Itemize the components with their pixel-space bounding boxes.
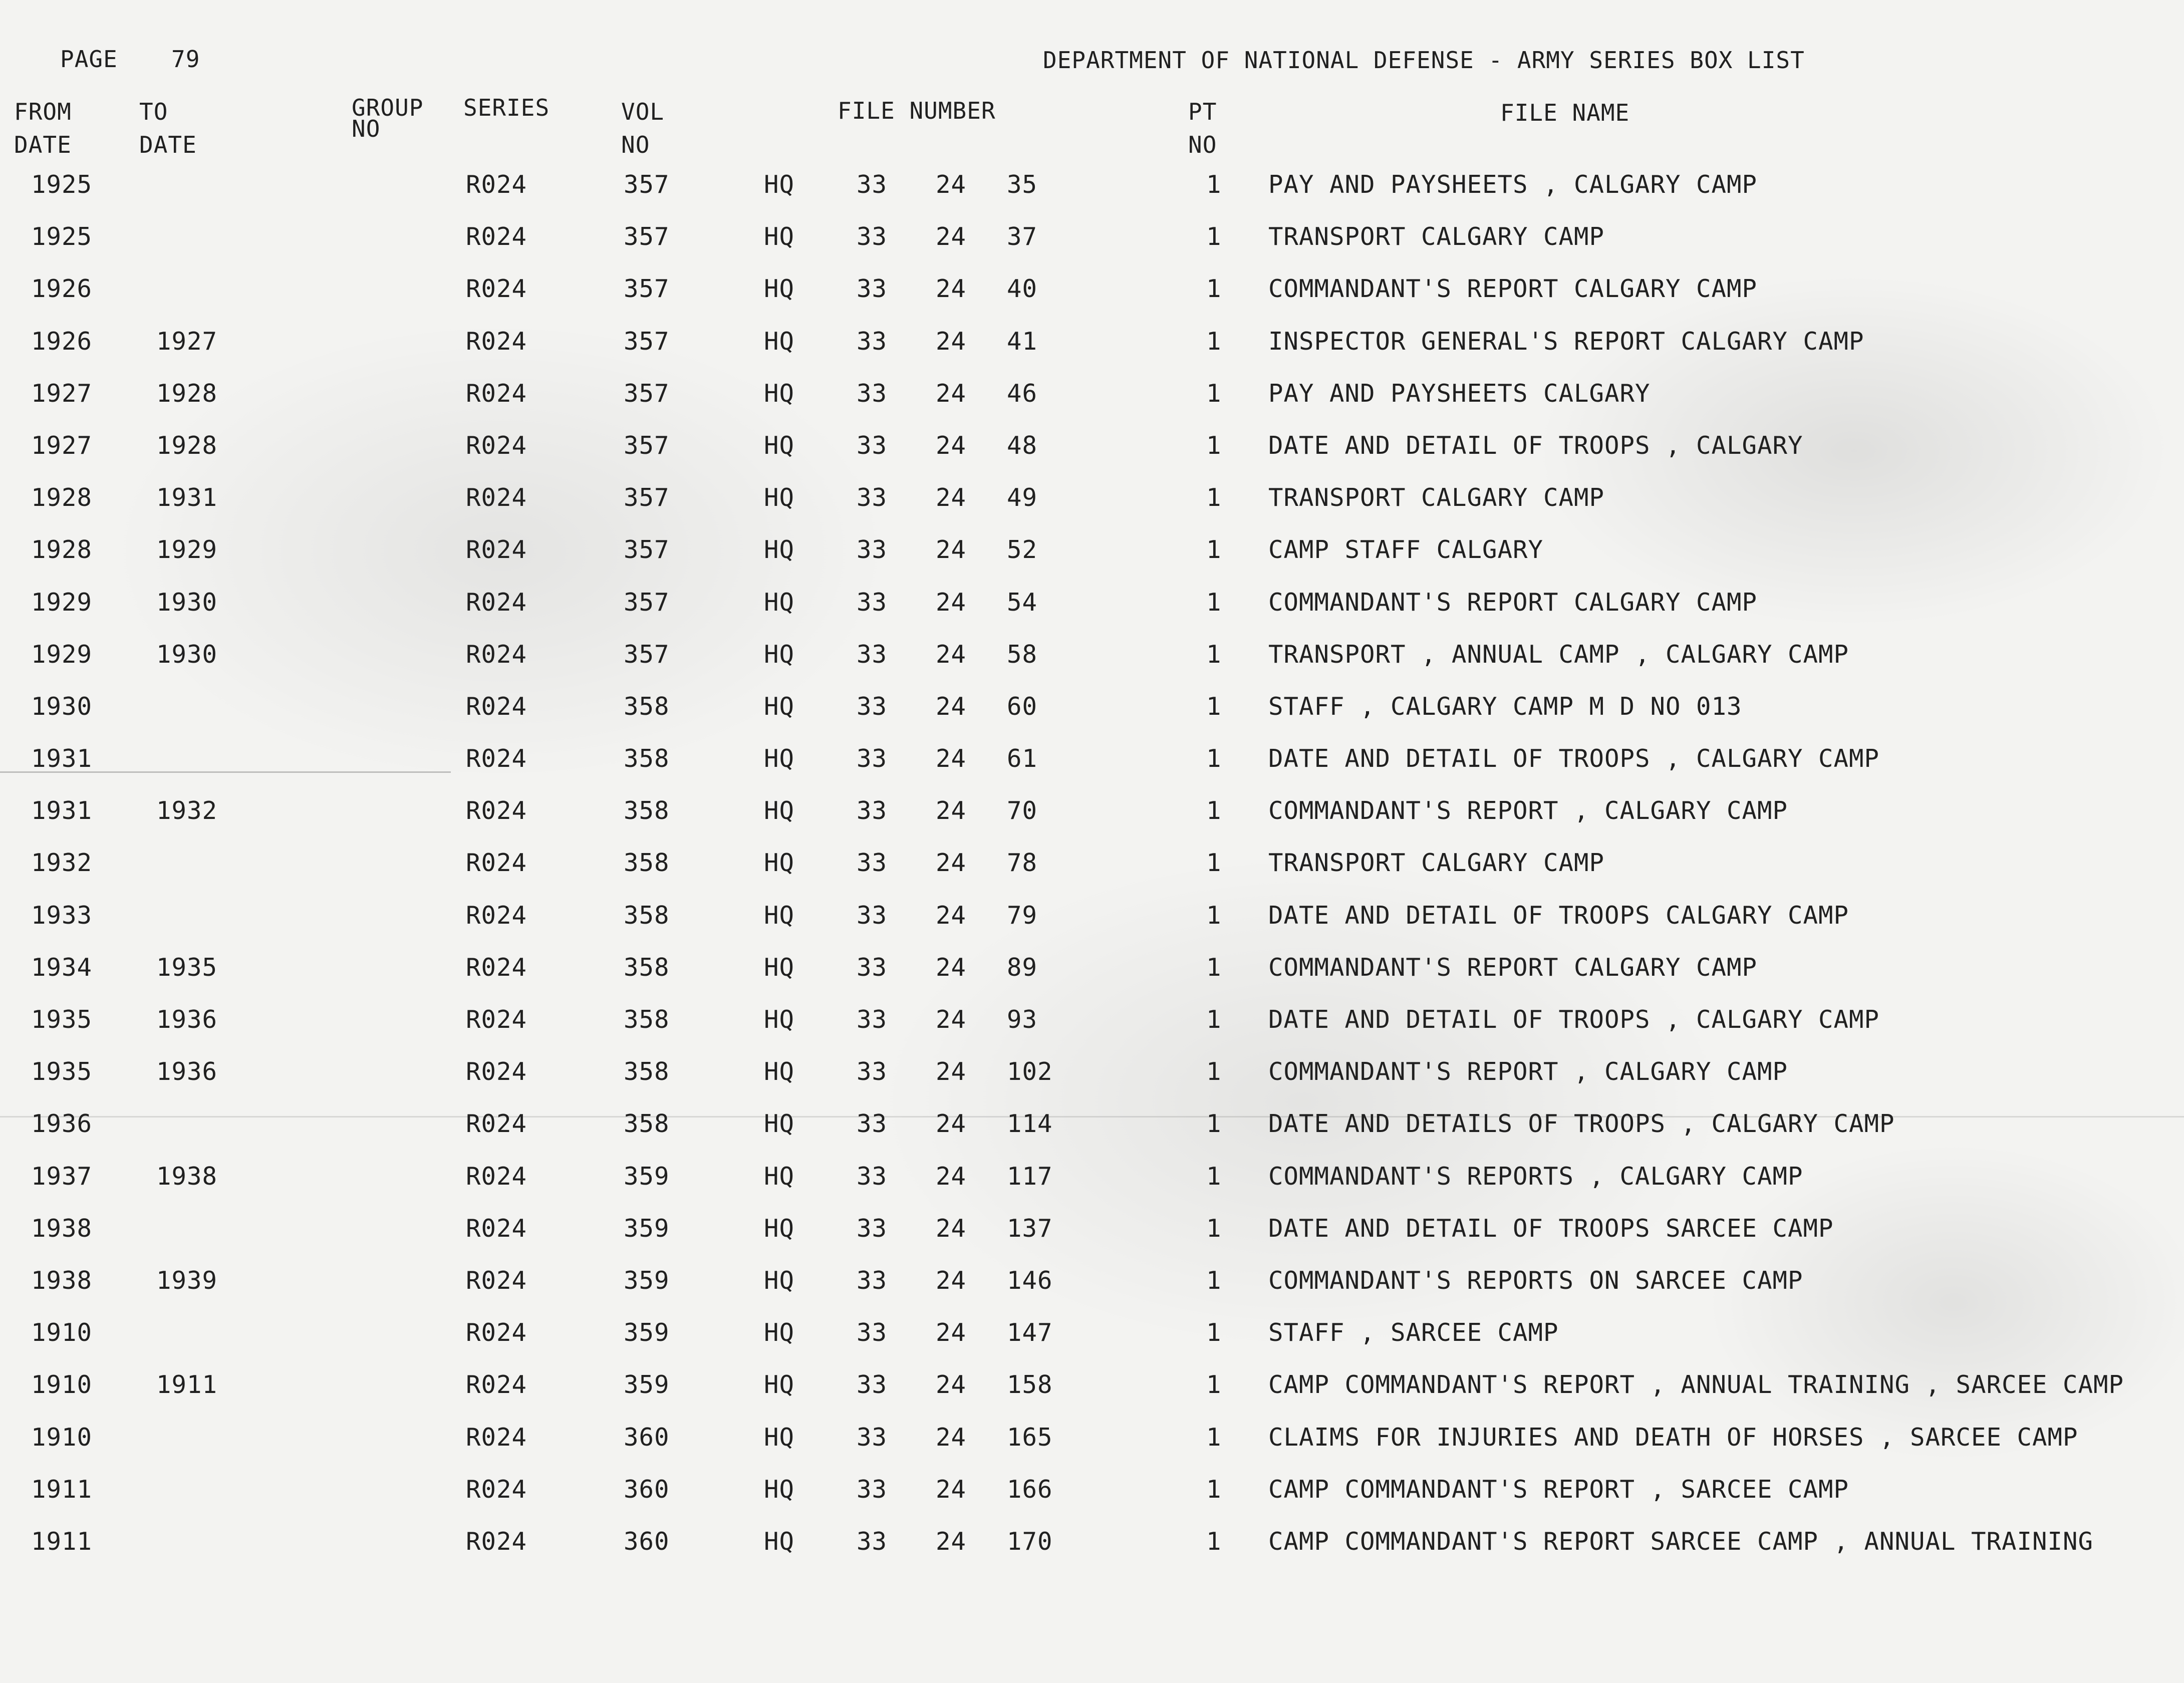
- series-cell: R024: [466, 1057, 527, 1086]
- series-cell: R024: [466, 483, 527, 512]
- from-date-cell: 1931: [31, 744, 93, 773]
- file-prefix-cell: HQ: [764, 1266, 795, 1295]
- file-number-part1-cell: 33: [857, 1266, 888, 1295]
- file-number-part3-cell: 70: [1007, 796, 1038, 825]
- vol-no-cell: 357: [624, 483, 670, 512]
- file-name-cell: PAY AND PAYSHEETS , CALGARY CAMP: [1268, 170, 1758, 199]
- file-prefix-cell: HQ: [764, 274, 795, 304]
- file-number-part3-cell: 58: [1007, 640, 1038, 669]
- file-number-part1-cell: 33: [857, 1109, 888, 1139]
- file-prefix-cell: HQ: [764, 1475, 795, 1504]
- vol-no-cell: 358: [624, 1005, 670, 1034]
- to-date-cell: 1930: [156, 588, 218, 617]
- series-cell: R024: [466, 796, 527, 825]
- pt-no-cell: 1: [1206, 1005, 1222, 1034]
- table-row: [0, 1216, 2184, 1268]
- vol-no-cell: 357: [624, 170, 670, 199]
- file-prefix-cell: HQ: [764, 170, 795, 199]
- table-row: [0, 903, 2184, 955]
- file-number-part3-cell: 78: [1007, 849, 1038, 878]
- vol-no-cell: 360: [624, 1527, 670, 1556]
- series-cell: R024: [466, 953, 527, 982]
- column-header-to-date: TO DATE: [139, 98, 197, 158]
- file-number-part2-cell: 24: [936, 1057, 967, 1086]
- series-cell: R024: [466, 327, 527, 356]
- file-number-part1-cell: 33: [857, 1318, 888, 1347]
- file-number-part1-cell: 33: [857, 1162, 888, 1191]
- pt-no-cell: 1: [1206, 327, 1222, 356]
- vol-no-cell: 358: [624, 1057, 670, 1086]
- table-row: [0, 1111, 2184, 1164]
- file-name-cell: CAMP COMMANDANT'S REPORT SARCEE CAMP , ANNUAL TRAINING: [1268, 1527, 2094, 1556]
- file-prefix-cell: HQ: [764, 692, 795, 721]
- file-number-part3-cell: 79: [1007, 901, 1038, 930]
- from-date-cell: 1937: [31, 1162, 93, 1191]
- table-row: [0, 642, 2184, 694]
- table-row: [0, 694, 2184, 746]
- table-row: [0, 590, 2184, 642]
- file-number-part1-cell: 33: [857, 1475, 888, 1504]
- vol-no-cell: 359: [624, 1318, 670, 1347]
- page-label: PAGE: [60, 46, 118, 73]
- file-prefix-cell: HQ: [764, 483, 795, 512]
- file-name-cell: COMMANDANT'S REPORTS , CALGARY CAMP: [1268, 1162, 1803, 1191]
- series-cell: R024: [466, 1005, 527, 1034]
- from-date-cell: 1935: [31, 1057, 93, 1086]
- to-date-cell: 1936: [156, 1057, 218, 1086]
- pt-no-cell: 1: [1206, 744, 1222, 773]
- file-number-part2-cell: 24: [936, 640, 967, 669]
- file-prefix-cell: HQ: [764, 1370, 795, 1399]
- file-name-cell: INSPECTOR GENERAL'S REPORT CALGARY CAMP: [1268, 327, 1864, 356]
- column-header-group-no: GROUP NO: [352, 94, 424, 142]
- file-name-cell: DATE AND DETAIL OF TROOPS CALGARY CAMP: [1268, 901, 1849, 930]
- series-cell: R024: [466, 1423, 527, 1452]
- file-prefix-cell: HQ: [764, 535, 795, 565]
- series-cell: R024: [466, 588, 527, 617]
- pt-no-cell: 1: [1206, 431, 1222, 460]
- pt-no-cell: 1: [1206, 588, 1222, 617]
- file-number-part2-cell: 24: [936, 1266, 967, 1295]
- to-date-cell: 1932: [156, 796, 218, 825]
- vol-no-cell: 359: [624, 1162, 670, 1191]
- file-number-part1-cell: 33: [857, 1057, 888, 1086]
- table-row: [0, 224, 2184, 276]
- file-number-part3-cell: 35: [1007, 170, 1038, 199]
- file-number-part1-cell: 33: [857, 744, 888, 773]
- file-number-part1-cell: 33: [857, 588, 888, 617]
- file-name-cell: DATE AND DETAIL OF TROOPS , CALGARY CAMP: [1268, 1005, 1880, 1034]
- column-header-series: SERIES: [463, 94, 550, 121]
- file-prefix-cell: HQ: [764, 1057, 795, 1086]
- series-cell: R024: [466, 222, 527, 251]
- table-row: [0, 329, 2184, 381]
- pt-no-cell: 1: [1206, 1109, 1222, 1139]
- file-name-cell: STAFF , CALGARY CAMP M D NO 013: [1268, 692, 1742, 721]
- file-number-part3-cell: 102: [1007, 1057, 1053, 1086]
- pt-no-cell: 1: [1206, 379, 1222, 408]
- file-prefix-cell: HQ: [764, 640, 795, 669]
- file-number-part3-cell: 49: [1007, 483, 1038, 512]
- file-prefix-cell: HQ: [764, 901, 795, 930]
- pt-no-cell: 1: [1206, 483, 1222, 512]
- from-date-cell: 1929: [31, 588, 93, 617]
- table-row: [0, 381, 2184, 433]
- series-cell: R024: [466, 640, 527, 669]
- pt-no-cell: 1: [1206, 849, 1222, 878]
- file-number-part1-cell: 33: [857, 379, 888, 408]
- series-cell: R024: [466, 849, 527, 878]
- from-date-cell: 1938: [31, 1214, 93, 1243]
- pt-no-cell: 1: [1206, 1318, 1222, 1347]
- file-number-part2-cell: 24: [936, 170, 967, 199]
- file-number-part2-cell: 24: [936, 327, 967, 356]
- file-number-part1-cell: 33: [857, 849, 888, 878]
- file-prefix-cell: HQ: [764, 431, 795, 460]
- table-row: [0, 1059, 2184, 1111]
- document-title: DEPARTMENT OF NATIONAL DEFENSE - ARMY SERIES BOX LIST: [1043, 47, 1805, 74]
- pt-no-cell: 1: [1206, 535, 1222, 565]
- table-row: [0, 798, 2184, 851]
- vol-no-cell: 357: [624, 222, 670, 251]
- file-number-part1-cell: 33: [857, 327, 888, 356]
- file-prefix-cell: HQ: [764, 1318, 795, 1347]
- series-cell: R024: [466, 170, 527, 199]
- from-date-cell: 1925: [31, 222, 93, 251]
- file-number-part3-cell: 117: [1007, 1162, 1053, 1191]
- table-row: [0, 1164, 2184, 1216]
- file-prefix-cell: HQ: [764, 953, 795, 982]
- column-header-vol-no: VOL NO: [621, 98, 665, 158]
- file-prefix-cell: HQ: [764, 796, 795, 825]
- file-number-part2-cell: 24: [936, 1005, 967, 1034]
- vol-no-cell: 358: [624, 1109, 670, 1139]
- from-date-cell: 1928: [31, 483, 93, 512]
- from-date-cell: 1926: [31, 274, 93, 304]
- vol-no-cell: 358: [624, 849, 670, 878]
- file-prefix-cell: HQ: [764, 1005, 795, 1034]
- column-header-pt-no: PT NO: [1188, 98, 1217, 158]
- file-number-part2-cell: 24: [936, 379, 967, 408]
- from-date-cell: 1931: [31, 796, 93, 825]
- pt-no-cell: 1: [1206, 901, 1222, 930]
- file-number-part2-cell: 24: [936, 535, 967, 565]
- pt-no-cell: 1: [1206, 640, 1222, 669]
- file-name-cell: COMMANDANT'S REPORT CALGARY CAMP: [1268, 274, 1758, 304]
- pt-no-cell: 1: [1206, 1527, 1222, 1556]
- vol-no-cell: 357: [624, 327, 670, 356]
- file-number-part3-cell: 165: [1007, 1423, 1053, 1452]
- file-number-part1-cell: 33: [857, 170, 888, 199]
- table-row: [0, 746, 2184, 798]
- file-number-part1-cell: 33: [857, 431, 888, 460]
- to-date-cell: 1931: [156, 483, 218, 512]
- from-date-cell: 1910: [31, 1423, 93, 1452]
- file-prefix-cell: HQ: [764, 1162, 795, 1191]
- file-number-part2-cell: 24: [936, 1162, 967, 1191]
- to-date-cell: 1935: [156, 953, 218, 982]
- file-number-part3-cell: 89: [1007, 953, 1038, 982]
- file-number-part1-cell: 33: [857, 692, 888, 721]
- series-cell: R024: [466, 274, 527, 304]
- file-prefix-cell: HQ: [764, 379, 795, 408]
- file-name-cell: CAMP COMMANDANT'S REPORT , ANNUAL TRAINING , SARCEE CAMP: [1268, 1370, 2124, 1399]
- file-number-part3-cell: 54: [1007, 588, 1038, 617]
- from-date-cell: 1927: [31, 431, 93, 460]
- file-number-part2-cell: 24: [936, 692, 967, 721]
- pt-no-cell: 1: [1206, 1423, 1222, 1452]
- table-row: [0, 1320, 2184, 1372]
- file-number-part2-cell: 24: [936, 431, 967, 460]
- from-date-cell: 1935: [31, 1005, 93, 1034]
- file-number-part2-cell: 24: [936, 1423, 967, 1452]
- table-row: [0, 1477, 2184, 1529]
- pt-no-cell: 1: [1206, 1057, 1222, 1086]
- from-date-cell: 1911: [31, 1475, 93, 1504]
- pt-no-cell: 1: [1206, 1266, 1222, 1295]
- vol-no-cell: 357: [624, 379, 670, 408]
- from-date-cell: 1933: [31, 901, 93, 930]
- file-number-part1-cell: 33: [857, 1527, 888, 1556]
- file-number-part3-cell: 41: [1007, 327, 1038, 356]
- file-number-part2-cell: 24: [936, 1214, 967, 1243]
- file-number-part2-cell: 24: [936, 1475, 967, 1504]
- table-row: [0, 1007, 2184, 1059]
- file-number-part3-cell: 166: [1007, 1475, 1053, 1504]
- file-number-part2-cell: 24: [936, 483, 967, 512]
- file-number-part3-cell: 158: [1007, 1370, 1053, 1399]
- vol-no-cell: 357: [624, 535, 670, 565]
- file-number-part3-cell: 52: [1007, 535, 1038, 565]
- file-name-cell: COMMANDANT'S REPORT CALGARY CAMP: [1268, 588, 1758, 617]
- from-date-cell: 1938: [31, 1266, 93, 1295]
- file-number-part3-cell: 40: [1007, 274, 1038, 304]
- file-number-part2-cell: 24: [936, 901, 967, 930]
- from-date-cell: 1934: [31, 953, 93, 982]
- file-number-part1-cell: 33: [857, 901, 888, 930]
- to-date-cell: 1936: [156, 1005, 218, 1034]
- vol-no-cell: 357: [624, 588, 670, 617]
- vol-no-cell: 360: [624, 1423, 670, 1452]
- vol-no-cell: 358: [624, 692, 670, 721]
- series-cell: R024: [466, 901, 527, 930]
- file-number-part3-cell: 46: [1007, 379, 1038, 408]
- file-number-part1-cell: 33: [857, 535, 888, 565]
- page-number: 79: [171, 46, 200, 73]
- to-date-cell: 1928: [156, 379, 218, 408]
- pt-no-cell: 1: [1206, 1370, 1222, 1399]
- from-date-cell: 1926: [31, 327, 93, 356]
- column-header-from-date: FROM DATE: [14, 98, 72, 158]
- column-header-file-name: FILE NAME: [1500, 99, 1630, 126]
- file-number-part3-cell: 60: [1007, 692, 1038, 721]
- from-date-cell: 1911: [31, 1527, 93, 1556]
- file-prefix-cell: HQ: [764, 1214, 795, 1243]
- file-prefix-cell: HQ: [764, 744, 795, 773]
- file-number-part3-cell: 147: [1007, 1318, 1053, 1347]
- table-row: [0, 1372, 2184, 1425]
- file-number-part3-cell: 114: [1007, 1109, 1053, 1139]
- file-name-cell: DATE AND DETAILS OF TROOPS , CALGARY CAMP: [1268, 1109, 1895, 1139]
- pt-no-cell: 1: [1206, 274, 1222, 304]
- pt-no-cell: 1: [1206, 796, 1222, 825]
- file-number-part2-cell: 24: [936, 849, 967, 878]
- vol-no-cell: 358: [624, 901, 670, 930]
- from-date-cell: 1928: [31, 535, 93, 565]
- file-name-cell: TRANSPORT CALGARY CAMP: [1268, 483, 1605, 512]
- series-cell: R024: [466, 692, 527, 721]
- file-number-part1-cell: 33: [857, 1370, 888, 1399]
- from-date-cell: 1910: [31, 1370, 93, 1399]
- file-number-part2-cell: 24: [936, 1318, 967, 1347]
- from-date-cell: 1927: [31, 379, 93, 408]
- vol-no-cell: 357: [624, 431, 670, 460]
- to-date-cell: 1928: [156, 431, 218, 460]
- table-row: [0, 1425, 2184, 1477]
- table-row: [0, 1268, 2184, 1320]
- table-row: [0, 485, 2184, 537]
- series-cell: R024: [466, 1266, 527, 1295]
- from-date-cell: 1910: [31, 1318, 93, 1347]
- file-number-part3-cell: 137: [1007, 1214, 1053, 1243]
- file-number-part2-cell: 24: [936, 274, 967, 304]
- file-number-part1-cell: 33: [857, 1005, 888, 1034]
- to-date-cell: 1927: [156, 327, 218, 356]
- file-number-part1-cell: 33: [857, 222, 888, 251]
- pt-no-cell: 1: [1206, 1214, 1222, 1243]
- file-name-cell: CAMP COMMANDANT'S REPORT , SARCEE CAMP: [1268, 1475, 1849, 1504]
- vol-no-cell: 358: [624, 744, 670, 773]
- series-cell: R024: [466, 379, 527, 408]
- to-date-cell: 1929: [156, 535, 218, 565]
- pt-no-cell: 1: [1206, 222, 1222, 251]
- file-number-part1-cell: 33: [857, 796, 888, 825]
- vol-no-cell: 357: [624, 274, 670, 304]
- file-name-cell: COMMANDANT'S REPORT , CALGARY CAMP: [1268, 1057, 1788, 1086]
- pt-no-cell: 1: [1206, 1475, 1222, 1504]
- file-name-cell: COMMANDANT'S REPORT CALGARY CAMP: [1268, 953, 1758, 982]
- box-list-table: [0, 172, 2184, 1581]
- file-number-part1-cell: 33: [857, 274, 888, 304]
- file-number-part2-cell: 24: [936, 1370, 967, 1399]
- file-number-part1-cell: 33: [857, 1423, 888, 1452]
- series-cell: R024: [466, 744, 527, 773]
- pt-no-cell: 1: [1206, 170, 1222, 199]
- series-cell: R024: [466, 535, 527, 565]
- table-row: [0, 172, 2184, 224]
- from-date-cell: 1936: [31, 1109, 93, 1139]
- series-cell: R024: [466, 1370, 527, 1399]
- file-number-part2-cell: 24: [936, 1109, 967, 1139]
- vol-no-cell: 358: [624, 953, 670, 982]
- file-number-part3-cell: 93: [1007, 1005, 1038, 1034]
- file-name-cell: TRANSPORT , ANNUAL CAMP , CALGARY CAMP: [1268, 640, 1849, 669]
- column-header-file-number: FILE NUMBER: [838, 97, 996, 124]
- file-name-cell: CAMP STAFF CALGARY: [1268, 535, 1544, 565]
- file-prefix-cell: HQ: [764, 327, 795, 356]
- file-number-part3-cell: 61: [1007, 744, 1038, 773]
- file-number-part1-cell: 33: [857, 1214, 888, 1243]
- file-number-part1-cell: 33: [857, 953, 888, 982]
- file-number-part3-cell: 146: [1007, 1266, 1053, 1295]
- to-date-cell: 1938: [156, 1162, 218, 1191]
- file-number-part2-cell: 24: [936, 796, 967, 825]
- vol-no-cell: 359: [624, 1214, 670, 1243]
- from-date-cell: 1929: [31, 640, 93, 669]
- vol-no-cell: 359: [624, 1370, 670, 1399]
- file-number-part2-cell: 24: [936, 953, 967, 982]
- file-number-part3-cell: 48: [1007, 431, 1038, 460]
- file-name-cell: PAY AND PAYSHEETS CALGARY: [1268, 379, 1651, 408]
- series-cell: R024: [466, 1162, 527, 1191]
- series-cell: R024: [466, 1318, 527, 1347]
- vol-no-cell: 360: [624, 1475, 670, 1504]
- file-name-cell: TRANSPORT CALGARY CAMP: [1268, 849, 1605, 878]
- file-number-part1-cell: 33: [857, 483, 888, 512]
- series-cell: R024: [466, 1475, 527, 1504]
- file-name-cell: TRANSPORT CALGARY CAMP: [1268, 222, 1605, 251]
- series-cell: R024: [466, 431, 527, 460]
- file-prefix-cell: HQ: [764, 1423, 795, 1452]
- table-row: [0, 537, 2184, 590]
- table-row: [0, 955, 2184, 1007]
- to-date-cell: 1930: [156, 640, 218, 669]
- file-prefix-cell: HQ: [764, 849, 795, 878]
- file-number-part2-cell: 24: [936, 588, 967, 617]
- file-name-cell: COMMANDANT'S REPORTS ON SARCEE CAMP: [1268, 1266, 1803, 1295]
- file-number-part3-cell: 37: [1007, 222, 1038, 251]
- to-date-cell: 1911: [156, 1370, 218, 1399]
- table-row: [0, 851, 2184, 903]
- vol-no-cell: 358: [624, 796, 670, 825]
- file-number-part2-cell: 24: [936, 744, 967, 773]
- pt-no-cell: 1: [1206, 692, 1222, 721]
- file-number-part1-cell: 33: [857, 640, 888, 669]
- pt-no-cell: 1: [1206, 1162, 1222, 1191]
- table-row: [0, 276, 2184, 329]
- file-prefix-cell: HQ: [764, 1527, 795, 1556]
- file-prefix-cell: HQ: [764, 1109, 795, 1139]
- file-name-cell: DATE AND DETAIL OF TROOPS , CALGARY: [1268, 431, 1803, 460]
- pt-no-cell: 1: [1206, 953, 1222, 982]
- from-date-cell: 1932: [31, 849, 93, 878]
- file-name-cell: COMMANDANT'S REPORT , CALGARY CAMP: [1268, 796, 1788, 825]
- file-name-cell: DATE AND DETAIL OF TROOPS SARCEE CAMP: [1268, 1214, 1834, 1243]
- file-prefix-cell: HQ: [764, 222, 795, 251]
- file-name-cell: DATE AND DETAIL OF TROOPS , CALGARY CAMP: [1268, 744, 1880, 773]
- from-date-cell: 1925: [31, 170, 93, 199]
- series-cell: R024: [466, 1109, 527, 1139]
- series-cell: R024: [466, 1214, 527, 1243]
- to-date-cell: 1939: [156, 1266, 218, 1295]
- file-prefix-cell: HQ: [764, 588, 795, 617]
- table-row: [0, 1529, 2184, 1581]
- vol-no-cell: 359: [624, 1266, 670, 1295]
- file-number-part2-cell: 24: [936, 222, 967, 251]
- file-number-part2-cell: 24: [936, 1527, 967, 1556]
- series-cell: R024: [466, 1527, 527, 1556]
- vol-no-cell: 357: [624, 640, 670, 669]
- file-name-cell: CLAIMS FOR INJURIES AND DEATH OF HORSES , SARCEE CAMP: [1268, 1423, 2078, 1452]
- table-row: [0, 433, 2184, 485]
- from-date-cell: 1930: [31, 692, 93, 721]
- file-number-part3-cell: 170: [1007, 1527, 1053, 1556]
- file-name-cell: STAFF , SARCEE CAMP: [1268, 1318, 1559, 1347]
